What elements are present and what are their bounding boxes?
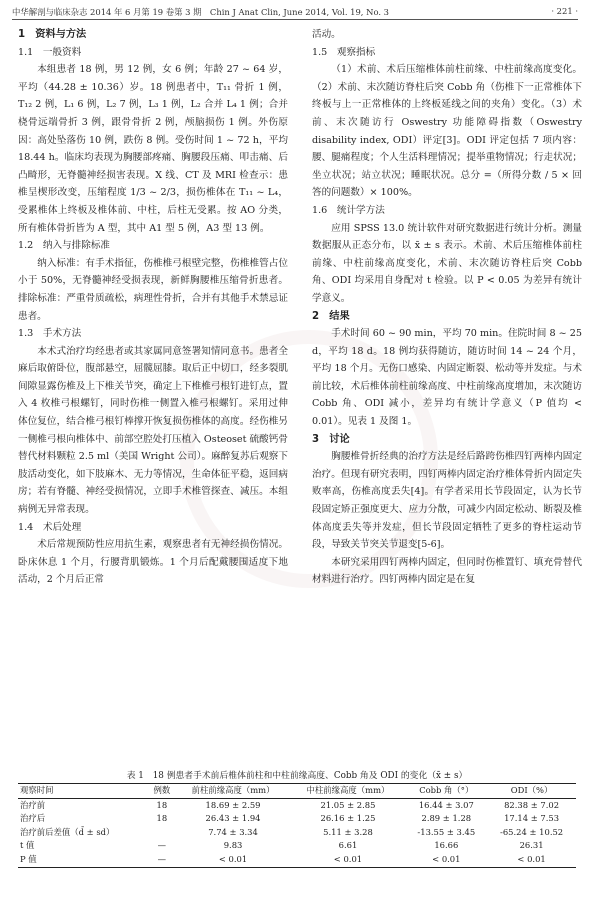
paragraph-statistics: 应用 SPSS 13.0 统计软件对研究数据进行统计分析。测量数据服从正态分布，以 x̄ ± s 表示。术前、术后压缩椎体前柱前缘、中柱前缘高度变化，术前、末次随访脊柱后突 Cobb 角、ODI 均采用自身配对 t 检验。以 P < 0.05 为差异有统计学意义。	[312, 222, 582, 304]
paragraph-continued: 活动。	[312, 29, 341, 40]
table-cell: 治疗前后差值（d̄ ± sd）	[20, 826, 115, 837]
table-cell: 17.14 ± 7.53	[504, 813, 560, 824]
section-heading-3: 3 讨论	[312, 433, 350, 445]
table-cell: —	[157, 853, 167, 864]
table-header-cell: 前柱前缘高度（mm）	[191, 785, 275, 795]
table-cell: < 0.01	[333, 853, 363, 864]
table-row	[18, 798, 576, 812]
table-cell: 5.11 ± 3.28	[323, 826, 373, 837]
table-cell: -65.24 ± 10.52	[500, 826, 564, 837]
results-table	[18, 783, 576, 868]
table-cell: 18	[156, 799, 168, 810]
table-cell: 26.31	[519, 840, 544, 851]
table-cell	[148, 826, 175, 840]
table-cell: —	[157, 840, 167, 851]
results-table-block	[18, 768, 576, 868]
table-cell: < 0.01	[432, 853, 461, 864]
table-row	[18, 839, 576, 853]
table-cell: -13.55 ± 3.45	[417, 826, 476, 837]
paragraph-surgery: 本术式治疗均经患者或其家属同意签署知情同意书。患者全麻后取俯卧位，腹部悬空，屈髋屈膝。取后正中切口，经多裂肌间隙显露伤椎及上下椎关节突，确定上下椎椎弓根钉进钉点，置入 4 枚椎弓根螺钉，同时伤椎一侧置入椎弓根螺钉。采用过伸体位复位，结合椎弓根钉棒撑开恢复损伤椎体的高度。经伤椎另一侧椎弓根向椎体中、前部空腔处打压植入 Osteoset 硫酸钙骨替代材料颗粒 2.5 ml（美国 Wright 公司）。麻醉复苏后观察下肢活动变化，如下肢麻木、无力等情况，生命体征平稳，返回病房；若有脊髓、神经受损情况，立即手术椎管探查、减压。本组病例无异常表现。	[18, 345, 288, 516]
paragraph-results: 手术时间 60 ~ 90 min，平均 70 min。住院时间 8 ~ 25 d，平均 18 d。18 例均获得随访，随访时间 14 ~ 24 个月，平均 18 个月。无伤口感染、内固定断裂、松动等并发症。与术前比较，术后椎体前柱前缘高度、中柱前缘高度增加，末次随访 Cobb 角、ODI 减小，差异均有统计学意义（P 值均 < 0.01）。见表 1 及图 1。	[312, 328, 582, 428]
table-cell: 7.74 ± 3.34	[208, 826, 258, 837]
table-cell: 治疗前	[20, 799, 46, 810]
subsection-1-6: 1.6 统计学方法	[312, 204, 385, 216]
subsection-1-2: 1.2 纳入与排除标准	[18, 240, 111, 252]
page-number: · 221 ·	[551, 6, 578, 16]
table-header-cell: Cobb 角（°）	[419, 785, 474, 795]
paragraph-criteria: 纳入标准：有手术指征，伤椎椎弓根壁完整，伤椎椎管占位小于 50%，无脊髓神经受损表现，新鲜胸腰椎压缩骨折患者。排除标准：严重骨质疏松，病理性骨折，合并有其他手术禁忌证患者。	[18, 257, 288, 322]
section-heading-1: 1 资料与方法	[18, 29, 87, 40]
table-cell: t 值	[20, 840, 35, 851]
journal-citation: 中华解剖与临床杂志 2014 年 6 月第 19 卷第 3 期 Chin J Anat Clin, June 2014, Vol. 19, No. 3	[12, 7, 390, 17]
table-cell: 26.43 ± 1.94	[205, 813, 261, 824]
table-cell: 18	[156, 813, 168, 824]
paragraph-discussion-1: 胸腰椎骨折经典的治疗方法是经后路跨伤椎四钉两棒内固定治疗。但现有研究表明，四钉两棒内固定治疗椎体骨折内固定失败率高，伤椎高度丢失[4]。有学者采用长节段固定，认为长节段固定矫正强度更大、应力分散，可减少内固定松动、断裂及椎体高度丢失等并发症，但长节段固定牺牲了更多的脊柱运动节段，导致关节突关节退变[5-6]。	[312, 451, 582, 551]
table-header-cell: 中柱前缘高度（mm）	[306, 785, 390, 795]
table-header-cell: 例数	[153, 785, 171, 795]
left-column	[18, 26, 288, 589]
table-row	[18, 812, 576, 826]
table-header-cell: 观察时间	[20, 785, 54, 795]
table-caption: 表 1 18 例患者手术前后椎体前柱和中柱前缘高度、Cobb 角及 ODI 的变化（x̄ ± s）	[126, 771, 468, 781]
table-cell: 2.89 ± 1.28	[421, 813, 472, 824]
table-cell: P 值	[20, 853, 37, 864]
table-cell: 6.61	[338, 840, 358, 851]
table-cell: 26.16 ± 1.25	[320, 813, 376, 824]
table-row	[18, 853, 576, 867]
section-heading-2: 2 结果	[312, 310, 350, 322]
subsection-1-1: 1.1 一般资料	[18, 46, 82, 58]
right-column	[312, 26, 582, 589]
table-cell: 21.05 ± 2.85	[320, 799, 376, 810]
table-cell: < 0.01	[517, 853, 546, 864]
running-header	[12, 6, 578, 20]
paragraph-discussion-2: 本研究采用四钉两棒内固定，但同时伤椎置钉、填充骨替代材料进行治疗。四钉两棒内固定是在复	[312, 556, 582, 586]
table-cell: 16.44 ± 3.07	[418, 799, 474, 810]
table-row	[18, 826, 576, 840]
paragraph-indicators: （1）术前、术后压缩椎体前柱前缘、中柱前缘高度变化。（2）术前、末次随访脊柱后突 Cobb 角（伤椎下一正常椎体下终板与上一正常椎体的上终板延线之间的夹角）变化。（3）术前、末次随访行 Oswestry 功能障碍指数（Oswestry disability index, ODI）评定[3]。ODI 评定包括 7 项内容：腰、腿痛程度；个人生活料理情况；提举重物情况；行走状况；坐立状况；站立状况；睡眠状况。总分 =（所得分数 / 5 × 回答的问题数）× 100%。	[312, 64, 582, 199]
table-header-cell: ODI（%）	[510, 785, 553, 795]
subsection-1-5: 1.5 观察指标	[312, 46, 376, 58]
table-cell: 治疗后	[20, 813, 46, 824]
table-cell: < 0.01	[218, 853, 248, 864]
table-cell: 82.38 ± 7.02	[504, 799, 560, 810]
subsection-1-3: 1.3 手术方法	[18, 328, 82, 340]
table-header-row	[18, 784, 576, 799]
subsection-1-4: 1.4 术后处理	[18, 521, 82, 533]
table-cell: 18.69 ± 2.59	[205, 799, 261, 810]
paragraph-postop: 术后常规预防性应用抗生素，观察患者有无神经损伤情况。卧床休息 1 个月，行腰背肌锻炼。1 个月后配戴腰围适度下地活动，2 个月后正常	[18, 539, 288, 586]
paragraph-general-data: 本组患者 18 例，男 12 例，女 6 例；年龄 27 ~ 64 岁，平均（44.28 ± 10.36）岁。18 例患者中，T₁₁ 骨折 1 例，T₁₂ 2 例，L₁ 6 例，L₂ 7 例，L₃ 1 例，L₂ 合并 L₄ 1 例；合并桡骨远端骨折 3 例，跟骨骨折 2 例，颅脑损伤 1 例。外伤原因：高处坠落伤 10 例，跌伤 8 例。受伤时间 1 ~ 72 h，平均 18.44 h。临床均表现为胸腰部疼痛、胸腰段压痛、叩击痛、后凸畸形，无脊髓神经损害表现。X 线、CT 及 MRI 检查示：患椎呈楔形改变，压缩程度 1/3 ~ 2/3，损伤椎体在 T₁₁ ~ L₄，受累椎体上终板及椎体前、中柱，后柱无受累。按 AO 分类，所有椎体骨折皆为 A 型，其中 A1 型 5 例，A3 型 13 例。	[18, 64, 288, 234]
table-cell: 9.83	[223, 840, 243, 851]
table-cell: 16.66	[434, 840, 459, 851]
